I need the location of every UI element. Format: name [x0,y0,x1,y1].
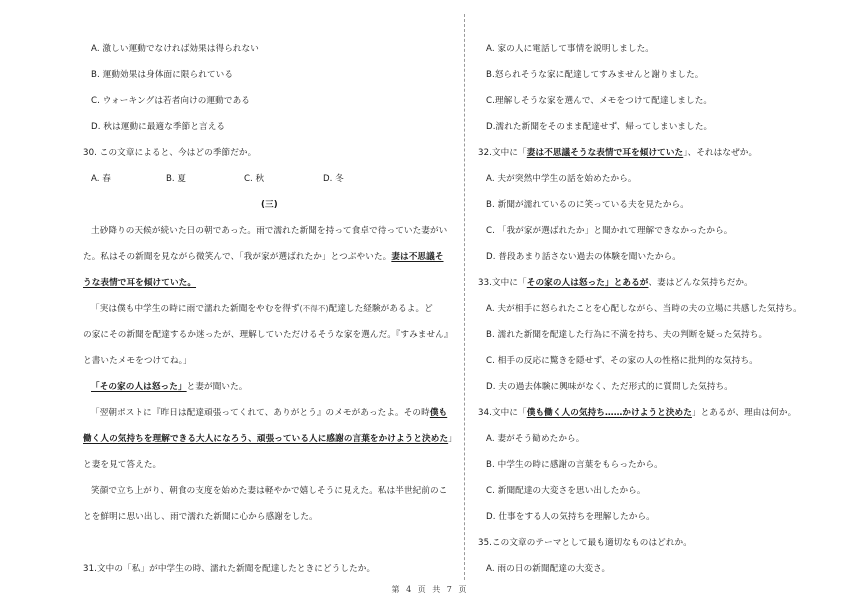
stem-text: 33.文中に「 [478,278,527,288]
q31-stem: 31.文中の「私」が中学生の時、濡れた新聞を配達したときにどうしたか。 [83,564,376,574]
passage-line-4 [91,303,433,315]
passage-line-5: の家にその新聞を配達するか迷ったが、理解していただけるそうな家を選んだ。『すみません』 [83,330,453,340]
underlined-phrase: その家の人は怒った」とあるが [526,278,649,288]
stem-text: 」、それはなぜか。 [683,148,758,158]
gloss-note: (不得不) [299,304,329,313]
passage-text: 「翌朝ポストに『昨日は配達頑張ってくれて、ありがとう』のメモがあったよ。その時 [91,408,430,418]
q32-option-a: A. 夫が突然中学生の話を始めたから。 [486,174,637,184]
underlined-phrase: 「その家の人は怒った」 [91,382,187,392]
passage-line-10: と妻を見て答えた。 [83,460,162,470]
q31-option-b: B.怒られそうな家に配達してすみませんと謝りました。 [486,70,704,80]
underlined-phrase: 妻は不思議そ [391,252,444,262]
q32-option-c: C. 「我が家が選ばれたか」と聞かれて理解できなかったから。 [486,226,733,236]
stem-text: 」とあるが、理由は何か。 [691,408,797,418]
stem-text: 32.文中に「 [478,148,527,158]
passage-line-9 [83,433,457,445]
q29-option-a: A. 激しい運動でなければ効果は得られない [91,44,259,54]
q32-option-b: B. 新聞が濡れているのに笑っている夫を見たから。 [486,200,689,210]
section-heading: (三) [261,200,278,210]
passage-line-3: うな表情で耳を傾けていた。 [83,278,197,288]
underlined-phrase: 僕も [429,408,448,418]
q31-option-a: A. 家の人に電話して事情を説明しました。 [486,44,654,54]
underlined-phrase: 僕も働く人の気持ち……かけようと決めた [526,408,692,418]
q34-option-c: C. 新聞配達の大変さを思い出したから。 [486,486,646,496]
q32-option-d: D. 普段あまり話さない過去の体験を聞いたから。 [486,252,681,262]
stem-text: 、妻はどんな気持ちだか。 [648,278,753,288]
passage-text: た。私はその新聞を見ながら微笑んで、「我が家が選ばれたか」とつぶやいた。 [83,252,392,262]
q29-option-c: C. ウォーキングは若者向けの運動である [91,96,250,106]
passage-line-12: とを鮮明に思い出し、雨で濡れた新聞に心から感謝をした。 [83,512,318,522]
column-divider [464,14,465,580]
q35-stem: 35.この文章のテーマとして最も適切なものはどれか。 [478,538,692,548]
q30-option-b: B. 夏 [166,174,186,184]
q34-option-d: D. 仕事をする人の気持ちを理解したから。 [486,512,655,522]
stem-text: 34.文中に「 [478,408,527,418]
q33-option-a: A. 夫が相手に怒られたことを心配しながら、当時の夫の立場に共感した気持ち。 [486,304,802,314]
q34-option-b: B. 中学生の時に感謝の言葉をもらったから。 [486,460,663,470]
passage-text: 配達した経験があるよ。ど [328,304,433,314]
passage-line-11: 笑顔で立ち上がり、朝食の支度を始めた妻は軽やかで嬉しそうに見えた。私は半世紀前のこ [91,486,448,496]
q35-option-a: A. 雨の日の新聞配達の大変さ。 [486,564,611,574]
q32-stem [478,147,757,159]
q30-option-d: D. 冬 [323,174,344,184]
passage-text: と妻が聞いた。 [186,382,248,392]
q30-option-c: C. 秋 [244,174,265,184]
q30-option-a: A. 春 [91,174,111,184]
passage-text: 」 [448,434,457,444]
q29-option-d: D. 秋は運動に最適な季節と言える [91,122,226,132]
q31-option-d: D.濡れた新聞をそのまま配達せず、帰ってしまいました。 [486,122,713,132]
q33-option-d: D. 夫の過去体験に興味がなく、ただ形式的に質問した気持ち。 [486,382,733,392]
q31-option-c: C.理解しそうな家を選んで、メモをつけて配達しました。 [486,96,713,106]
q33-stem [478,277,753,289]
passage-text: 「実は僕も中学生の時に雨で濡れた新聞をやむを得ず [91,304,300,314]
passage-line-8 [91,407,447,419]
underlined-phrase: 働く人の気持ちを理解できる大人になろう、頑張っている人に感謝の言葉をかけようと決めた [83,434,449,444]
q34-option-a: A. 妻がそう勧めたから。 [486,434,585,444]
passage-line-6: と書いたメモをつけてね。」 [83,356,192,366]
page-footer: 第 4 页 共 7 页 [391,585,469,594]
passage-line-7 [91,381,248,393]
q33-option-b: B. 濡れた新聞を配達した行為に不満を持ち、夫の判断を疑った気持ち。 [486,330,768,340]
q34-stem [478,407,796,419]
q30-stem: 30. この文章によると、今はどの季節だか。 [83,148,257,158]
passage-line-2 [83,251,444,263]
underlined-phrase: 妻は不思議そうな表情で耳を傾けていた [526,148,684,158]
passage-line-1: 土砂降りの天候が続いた日の朝であった。雨で濡れた新聞を持って食卓で待っていた妻がい [91,226,448,236]
q33-option-c: C. 相手の反応に驚きを隠せず、その家の人の性格に批判的な気持ち。 [486,356,758,366]
q29-option-b: B. 運動効果は身体面に限られている [91,70,234,80]
